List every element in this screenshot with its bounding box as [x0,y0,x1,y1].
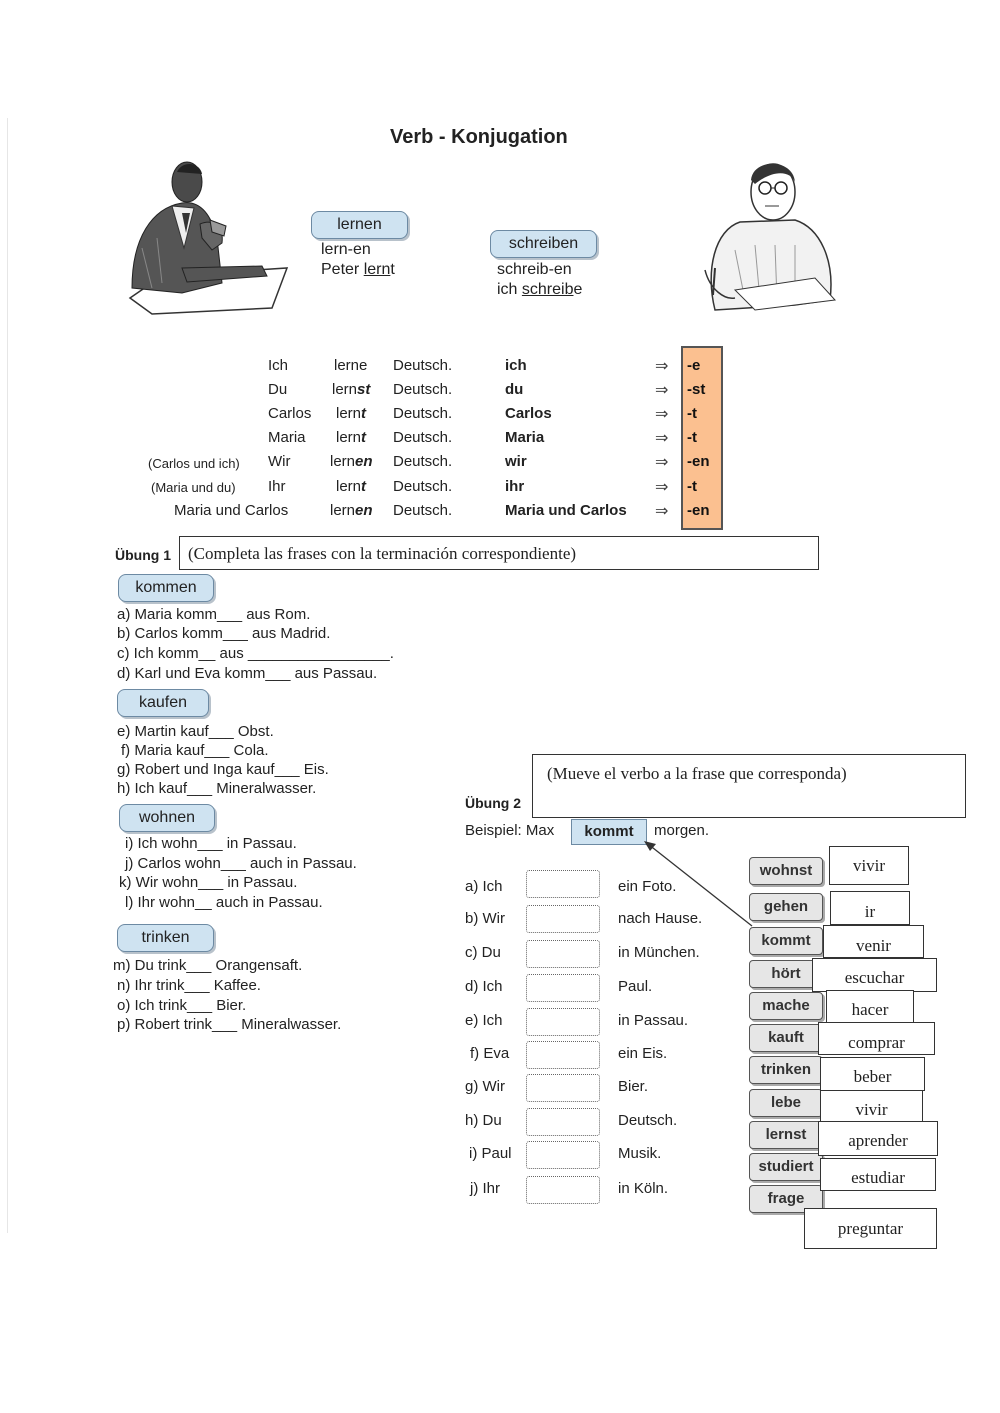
ubung2-subject: c) Du [465,944,501,961]
schreiben-label: schreiben [490,230,597,258]
verb-lernst-button[interactable]: lernst [749,1121,823,1149]
ending-suffix: -e [687,357,701,374]
answer-drop-slot[interactable] [526,905,600,933]
ubung2-label: Übung 2 [465,795,521,811]
conj-summary: Maria und Carlos [505,502,627,519]
thinking-man-illustration [122,158,292,320]
exercise-sentence: n) Ihr trink___ Kaffee. [117,977,261,994]
ending-suffix: -t [687,478,697,495]
answer-drop-slot[interactable] [526,1176,600,1204]
exercise-sentence: g) Robert und Inga kauf___ Eis. [117,761,329,778]
conj-object: Deutsch. [393,478,453,495]
verb-kommt-button[interactable]: kommt [749,927,823,955]
exercise-sentence: d) Karl und Eva komm___ aus Passau. [117,665,378,682]
answer-drop-slot[interactable] [526,974,600,1002]
conj-summary: wir [505,453,527,470]
ubung1-label: Übung 1 [115,547,171,563]
conj-pronoun: Carlos [268,405,312,422]
translation-label: vivir [820,1090,923,1123]
conj-summary: ihr [505,478,525,495]
verb-wohnst-button[interactable]: wohnst [749,857,823,885]
schreiben-example: ich schreibe [497,281,583,298]
answer-drop-slot[interactable] [526,870,600,898]
page-edge-line [7,118,8,1233]
conj-note: (Maria und du) [151,480,236,495]
translation-label: escuchar [812,958,937,992]
ubung2-subject: e) Ich [465,1012,503,1029]
ending-suffix: -en [687,502,710,519]
conj-verb: lerne [334,357,368,374]
conj-summary: Carlos [505,405,552,422]
writing-man-illustration [695,150,850,315]
conj-verb: lernt [336,429,367,446]
translation-label: ir [830,891,910,925]
conj-pronoun: Maria und Carlos [174,502,289,519]
conj-verb: lernt [336,405,367,422]
lernen-stem: lern-en [321,241,371,258]
translation-label: vivir [829,846,909,885]
right-arrow-icon: ⇒ [655,406,669,423]
verb-trinken-button[interactable]: trinken [749,1056,823,1084]
ubung2-subject: i) Paul [469,1145,512,1162]
conj-pronoun: Wir [268,453,291,470]
conj-verb: lernt [336,478,367,495]
example-prefix: Beispiel: Max [465,822,555,839]
ubung2-rest: in München. [618,944,700,961]
ending-suffix: -t [687,429,697,446]
verb-gehen-button[interactable]: gehen [749,893,823,921]
right-arrow-icon: ⇒ [655,430,669,447]
ubung2-rest: ein Foto. [618,878,677,895]
translation-label: estudiar [820,1158,936,1191]
ubung2-subject: h) Du [465,1112,502,1129]
conj-verb: lernen [330,502,373,519]
translation-label: preguntar [804,1208,937,1249]
translation-label: beber [820,1057,925,1091]
ubung1-instruction: (Completa las frases con la terminación correspondiente) [179,536,819,570]
ending-suffix: -t [687,405,697,422]
exercise-sentence: o) Ich trink___ Bier. [117,997,247,1014]
exercise-sentence: b) Carlos komm___ aus Madrid. [117,625,331,642]
right-arrow-icon: ⇒ [655,382,669,399]
answer-drop-slot[interactable] [526,940,600,968]
verb-hort-button[interactable]: hört [749,960,823,988]
answer-drop-slot[interactable] [526,1141,600,1169]
answer-drop-slot[interactable] [526,1008,600,1036]
example-verb-box: kommt [571,819,647,845]
lernen-example: Peter lernt [321,261,395,278]
conj-pronoun: Ich [268,357,289,374]
conj-note: (Carlos und ich) [148,456,240,471]
ubung2-rest: Deutsch. [618,1112,678,1129]
translation-label: aprender [818,1121,938,1156]
verb-wohnen-label: wohnen [119,804,215,832]
example-suffix: morgen. [654,822,710,839]
verb-kauft-button[interactable]: kauft [749,1024,823,1052]
exercise-sentence: h) Ich kauf___ Mineralwasser. [117,780,317,797]
exercise-sentence: j) Carlos wohn___ auch in Passau. [125,855,357,872]
conj-pronoun: Du [268,381,288,398]
conj-object: Deutsch. [393,502,453,519]
conj-summary: ich [505,357,527,374]
ubung2-rest: nach Hause. [618,910,703,927]
answer-drop-slot[interactable] [526,1108,600,1136]
conj-object: Deutsch. [393,453,453,470]
ending-suffix: -st [687,381,706,398]
conj-object: Deutsch. [393,405,453,422]
exercise-sentence: e) Martin kauf___ Obst. [117,723,274,740]
schreiben-stem: schreib-en [497,261,572,278]
ubung2-subject: a) Ich [465,878,503,895]
right-arrow-icon: ⇒ [655,358,669,375]
ubung2-rest: Paul. [618,978,653,995]
exercise-sentence: k) Wir wohn___ in Passau. [119,874,298,891]
verb-lebe-button[interactable]: lebe [749,1089,823,1117]
translation-label: hacer [826,990,914,1026]
ubung2-rest: Bier. [618,1078,649,1095]
ubung2-subject: j) Ihr [470,1180,500,1197]
ubung2-rest: in Köln. [618,1180,669,1197]
answer-drop-slot[interactable] [526,1074,600,1102]
exercise-sentence: l) Ihr wohn__ auch in Passau. [125,894,323,911]
ubung2-subject: f) Eva [470,1045,510,1062]
verb-kaufen-label: kaufen [117,689,209,717]
ubung2-subject: d) Ich [465,978,503,995]
conj-object: Deutsch. [393,357,453,374]
translation-label: venir [823,925,924,958]
answer-drop-slot[interactable] [526,1041,600,1069]
conj-summary: Maria [505,429,545,446]
conj-pronoun: Maria [268,429,306,446]
translation-label: comprar [818,1022,935,1055]
ubung2-subject: g) Wir [465,1078,505,1095]
ubung2-subject: b) Wir [465,910,505,927]
exercise-sentence: p) Robert trink___ Mineralwasser. [117,1016,342,1033]
right-arrow-icon: ⇒ [655,479,669,496]
ending-suffix: -en [687,453,710,470]
ubung2-rest: in Passau. [618,1012,689,1029]
right-arrow-icon: ⇒ [655,503,669,520]
conj-summary: du [505,381,524,398]
verb-trinken-label: trinken [117,924,214,952]
conj-pronoun: Ihr [268,478,286,495]
exercise-sentence: m) Du trink___ Orangensaft. [113,957,303,974]
verb-mache-button[interactable]: mache [749,992,823,1020]
ubung2-rest: ein Eis. [618,1045,668,1062]
exercise-sentence: f) Maria kauf___ Cola. [121,742,269,759]
conj-object: Deutsch. [393,381,453,398]
exercise-sentence: c) Ich komm__ aus _________________. [117,645,394,662]
lernen-label: lernen [311,211,408,239]
verb-studiert-button[interactable]: studiert [749,1153,823,1181]
exercise-sentence: i) Ich wohn___ in Passau. [125,835,297,852]
right-arrow-icon: ⇒ [655,454,669,471]
verb-kommen-label: kommen [118,574,214,602]
verb-frage-button[interactable]: frage [749,1185,823,1213]
conj-verb: lernen [330,453,373,470]
exercise-sentence: a) Maria komm___ aus Rom. [117,606,311,623]
conj-object: Deutsch. [393,429,453,446]
conj-verb: lernst [332,381,371,398]
ubung2-instruction: (Mueve el verbo a la frase que corresponda) [532,754,966,818]
ubung2-rest: Musik. [618,1145,662,1162]
page-title: Verb - Konjugation [390,126,568,148]
